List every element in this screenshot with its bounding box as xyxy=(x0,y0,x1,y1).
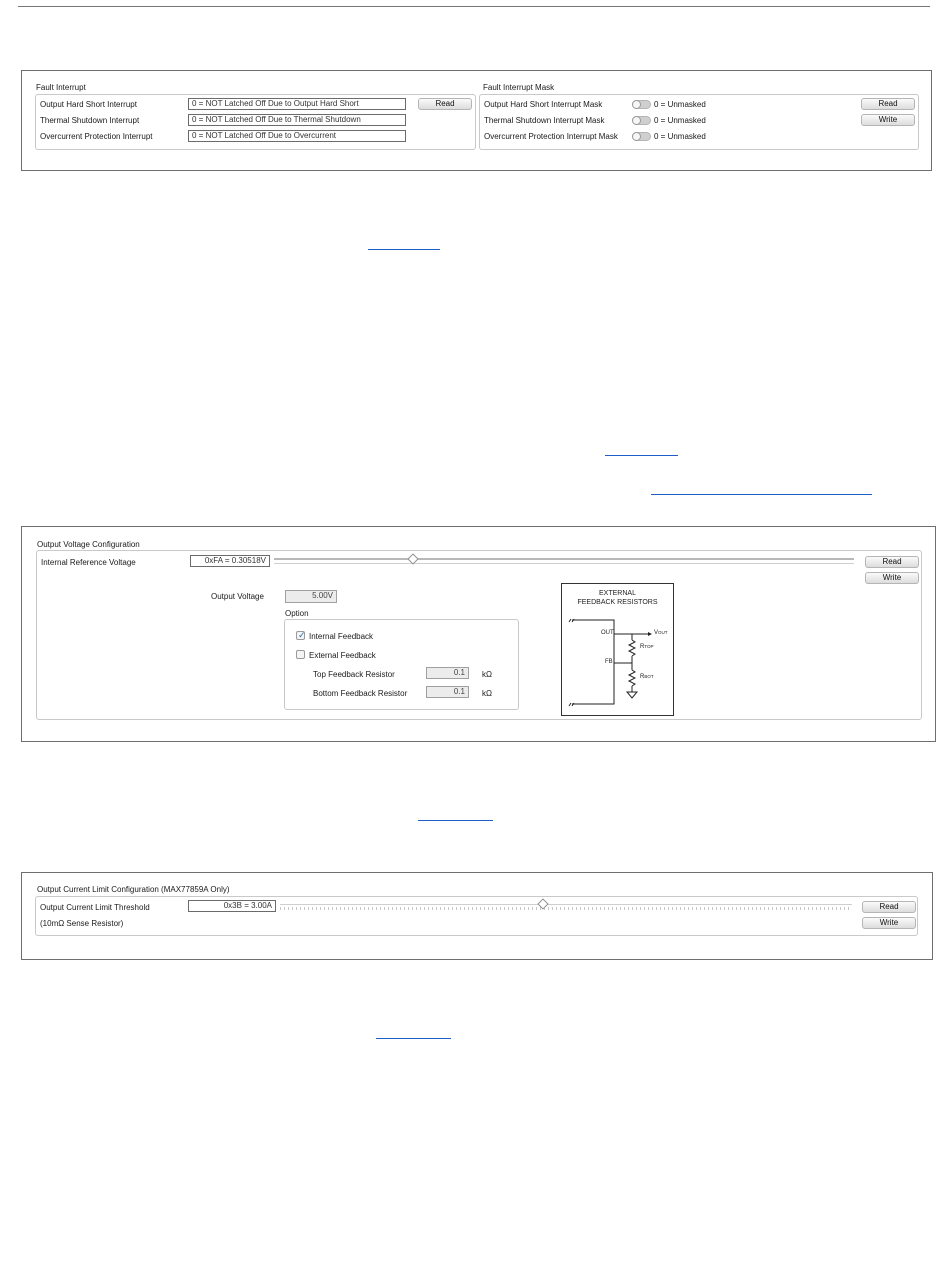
vout-letter: V xyxy=(654,630,659,636)
hyperlink-underline[interactable] xyxy=(651,494,872,495)
bottom-resistor-unit: kΩ xyxy=(482,689,492,698)
current-limit-panel xyxy=(21,872,933,960)
output-hard-short-mask-state: 0 = Unmasked xyxy=(654,100,706,109)
fault-mask-write-button[interactable]: Write xyxy=(861,114,915,126)
top-resistor-unit: kΩ xyxy=(482,670,492,679)
top-divider xyxy=(18,6,930,7)
option-title: Option xyxy=(285,609,309,618)
rbot-letter: R xyxy=(640,674,645,680)
overcurrent-protection-interrupt-field: 0 = NOT Latched Off Due to Overcurrent xyxy=(188,130,406,142)
output-voltage-read-button[interactable]: Read xyxy=(865,556,919,568)
output-voltage-label: Output Voltage xyxy=(211,592,264,601)
output-hard-short-interrupt-field: 0 = NOT Latched Off Due to Output Hard Short xyxy=(188,98,406,110)
internal-feedback-checkbox[interactable] xyxy=(296,631,305,640)
current-limit-slider-ticks xyxy=(280,907,852,910)
overcurrent-protection-mask-toggle[interactable] xyxy=(632,132,651,141)
fault-interrupt-mask-group xyxy=(479,94,919,150)
bottom-feedback-resistor-label: Bottom Feedback Resistor xyxy=(313,689,408,698)
output-voltage-title: Output Voltage Configuration xyxy=(37,540,140,549)
current-limit-slider-track[interactable] xyxy=(280,904,852,905)
output-hard-short-mask-label: Output Hard Short Interrupt Mask xyxy=(484,100,603,109)
rbot-subscript: BOT xyxy=(644,674,654,679)
fault-interrupt-read-button[interactable]: Read xyxy=(418,98,472,110)
diagram-title-line2: FEEDBACK RESISTORS xyxy=(577,599,658,606)
overcurrent-protection-mask-label: Overcurrent Protection Interrupt Mask xyxy=(484,132,618,141)
diagram-title-line1: EXTERNAL xyxy=(599,590,636,597)
output-voltage-write-button[interactable]: Write xyxy=(865,572,919,584)
fault-interrupt-group xyxy=(35,94,476,150)
thermal-shutdown-mask-label: Thermal Shutdown Interrupt Mask xyxy=(484,116,605,125)
vout-subscript: OUT xyxy=(658,630,668,635)
bottom-feedback-resistor-field: 0.1 xyxy=(426,686,469,698)
current-limit-threshold-label: Output Current Limit Threshold xyxy=(40,903,150,912)
fault-interrupt-title: Fault Interrupt xyxy=(36,83,86,92)
fault-interrupt-panel xyxy=(21,70,932,171)
thermal-shutdown-mask-state: 0 = Unmasked xyxy=(654,116,706,125)
internal-feedback-label: Internal Feedback xyxy=(309,632,374,641)
output-voltage-panel xyxy=(21,526,936,742)
feedback-option-group xyxy=(284,619,519,710)
fault-mask-read-button[interactable]: Read xyxy=(861,98,915,110)
current-limit-threshold-field[interactable]: 0x3B = 3.00A xyxy=(188,900,276,912)
vout-label xyxy=(654,630,668,636)
rtop-subscript: TOP xyxy=(644,644,654,649)
reference-voltage-slider-track[interactable] xyxy=(274,558,854,560)
external-feedback-label: External Feedback xyxy=(309,651,376,660)
current-limit-group xyxy=(35,896,918,936)
overcurrent-protection-mask-state: 0 = Unmasked xyxy=(654,132,706,141)
thermal-shutdown-interrupt-field: 0 = NOT Latched Off Due to Thermal Shutdown xyxy=(188,114,406,126)
internal-reference-voltage-field[interactable]: 0xFA = 0.30518V xyxy=(190,555,270,567)
external-feedback-resistors-diagram xyxy=(561,583,674,716)
rtop-letter: R xyxy=(640,644,645,650)
fb-pin-label: FB xyxy=(605,659,613,665)
hyperlink-underline[interactable] xyxy=(418,820,493,821)
external-feedback-checkbox[interactable] xyxy=(296,650,305,659)
hyperlink-underline[interactable] xyxy=(368,249,440,250)
reference-voltage-slider-rail xyxy=(274,563,854,564)
current-limit-title: Output Current Limit Configuration (MAX77859A Only) xyxy=(37,885,230,894)
output-voltage-field: 5.00V xyxy=(285,590,337,603)
thermal-shutdown-interrupt-label: Thermal Shutdown Interrupt xyxy=(40,116,140,125)
top-feedback-resistor-label: Top Feedback Resistor xyxy=(313,670,395,679)
hyperlink-underline[interactable] xyxy=(376,1038,451,1039)
top-feedback-resistor-field: 0.1 xyxy=(426,667,469,679)
rbot-label xyxy=(640,674,654,680)
overcurrent-protection-interrupt-label: Overcurrent Protection Interrupt xyxy=(40,132,153,141)
sense-resistor-note: (10mΩ Sense Resistor) xyxy=(40,919,124,928)
thermal-shutdown-mask-toggle[interactable] xyxy=(632,116,651,125)
current-limit-read-button[interactable]: Read xyxy=(862,901,916,913)
output-voltage-group xyxy=(36,550,922,720)
output-hard-short-interrupt-label: Output Hard Short Interrupt xyxy=(40,100,137,109)
rtop-label xyxy=(640,644,654,650)
internal-reference-voltage-label: Internal Reference Voltage xyxy=(41,558,136,567)
fault-interrupt-mask-title: Fault Interrupt Mask xyxy=(483,83,555,92)
check-icon: ✓ xyxy=(298,630,306,640)
feedback-schematic xyxy=(562,584,675,717)
hyperlink-underline[interactable] xyxy=(605,455,678,456)
out-pin-label: OUT xyxy=(601,630,614,636)
output-hard-short-mask-toggle[interactable] xyxy=(632,100,651,109)
current-limit-write-button[interactable]: Write xyxy=(862,917,916,929)
